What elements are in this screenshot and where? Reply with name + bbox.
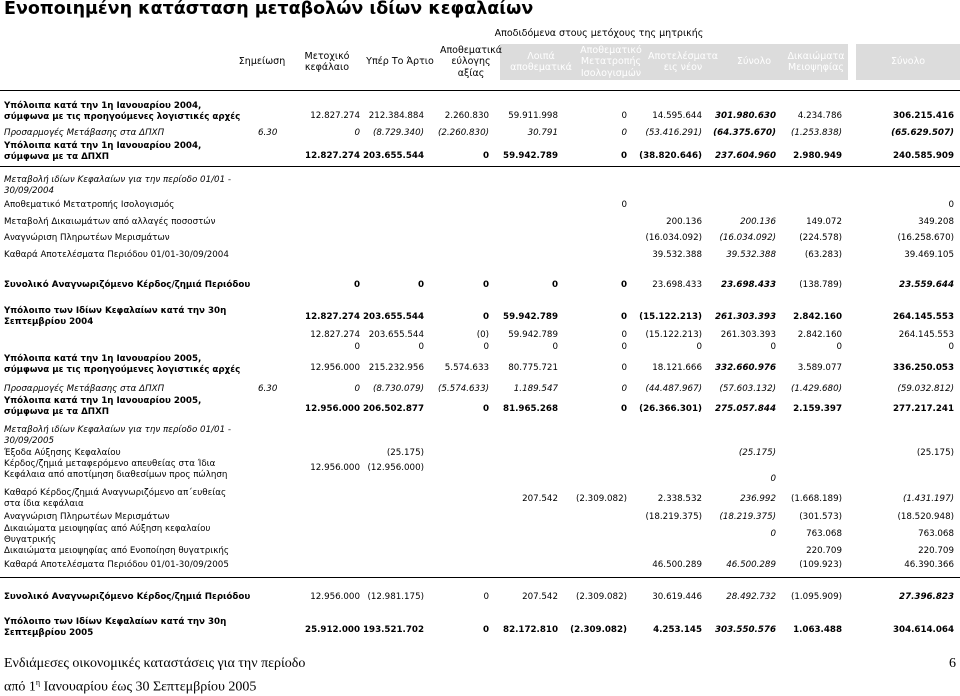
cell-grand-total: 39.469.105	[904, 250, 954, 260]
cell-other-reserves: 59.942.789	[508, 330, 558, 340]
cell-retained: (38.820.646)	[639, 151, 702, 161]
cell-total: 46.500.289	[726, 560, 776, 570]
cell-total: 332.660.976	[714, 363, 776, 373]
cell-grand-total: 336.250.053	[892, 363, 954, 373]
cell-translation: 0	[620, 151, 627, 161]
col-header-translation: Αποθεματικό Μετατροπής Ισολογισμών	[580, 44, 642, 79]
cell-fair-value: 5.574.633	[444, 363, 489, 373]
cell-grand-total: (18.520.948)	[897, 512, 954, 522]
row-label: Υπόλοιπο των Ιδίων Κεφαλαίων κατά την 30η Σεπτεμβρίου 2004	[4, 306, 227, 327]
cell-other-reserves: 59.911.998	[508, 111, 558, 121]
row-label: Δικαιώματα μειοψηφίας από Ενοποίηση θυγατρικής	[4, 546, 229, 556]
cell-share-premium: 0	[417, 280, 424, 290]
cell-grand-total: 277.217.241	[892, 404, 954, 414]
cell-grand-total: (1.431.197)	[903, 494, 954, 504]
cell-share-capital: 12.956.000	[310, 463, 360, 473]
cell-total: (57.603.132)	[719, 384, 776, 394]
row-label: Αναγνώριση Πληρωτέων Μερισμάτων	[4, 233, 170, 243]
separator	[0, 577, 960, 578]
cell-translation: (2.309.082)	[576, 592, 627, 602]
cell-retained: 2.338.532	[657, 494, 702, 504]
note-ref: 6.30	[258, 384, 278, 394]
cell-grand-total: (16.258.670)	[897, 233, 954, 243]
row-label: Έξοδα Αύξησης Κεφαλαίου	[4, 448, 121, 458]
cell-share-premium: 203.655.544	[362, 151, 424, 161]
cell-translation: 0	[621, 342, 627, 352]
cell-minority: 0	[836, 342, 842, 352]
cell-fair-value: 0	[482, 151, 489, 161]
col-header-grand-total: Σύνολο	[890, 56, 926, 68]
row-label: Προσαρμογές Μετάβασης στα ΔΠΧΠ	[4, 128, 165, 138]
cell-minority: 2.159.397	[793, 404, 842, 414]
cell-share-capital: 12.827.274	[310, 330, 360, 340]
cell-total: 275.057.844	[714, 404, 776, 414]
row-label: Αναγνώριση Πληρωτέων Μερισμάτων	[4, 512, 170, 522]
cell-retained: (44.487.967)	[645, 384, 702, 394]
cell-total: (64.375.670)	[713, 128, 776, 138]
row-label: Αποθεματικό Μετατροπής Ισολογισμός	[4, 200, 175, 210]
cell-grand-total: 23.559.644	[899, 280, 954, 290]
cell-share-capital: 0	[353, 280, 360, 290]
cell-translation: 0	[620, 312, 627, 322]
row-label: Υπόλοιπο των Ιδίων Κεφαλαίων κατά την 30η Σεπτεμβρίου 2005	[4, 617, 227, 638]
cell-total: 28.492.732	[726, 592, 776, 602]
cell-other-reserves: 59.942.789	[503, 312, 558, 322]
cell-share-capital: 12.827.274	[305, 151, 360, 161]
cell-share-capital: 12.956.000	[305, 404, 360, 414]
cell-total: 301.980.630	[714, 111, 776, 121]
cell-total: 237.604.960	[714, 151, 776, 161]
cell-grand-total: 349.208	[918, 217, 954, 227]
cell-total: 261.303.393	[714, 312, 776, 322]
cell-fair-value: 0	[483, 342, 489, 352]
cell-share-premium: 0	[418, 342, 424, 352]
cell-retained: (53.416.291)	[645, 128, 702, 138]
cell-grand-total: 304.614.064	[892, 625, 954, 635]
cell-fair-value: 0	[482, 404, 489, 414]
row-label: Καθαρό Κέρδος/ζημιά Αναγνωριζόμενο απ΄ευθείας στα ίδια κεφάλαια	[4, 488, 227, 509]
cell-total: 261.303.393	[720, 330, 776, 340]
cell-share-capital: 0	[354, 384, 360, 394]
cell-retained: (18.219.375)	[645, 512, 702, 522]
row-label: Δικαιώματα μειοψηφίας από Αύξηση κεφαλαίου Θυγατρικής	[4, 524, 211, 545]
note-ref: 6.30	[258, 128, 278, 138]
cell-total: 0	[770, 529, 776, 539]
separator	[0, 90, 960, 91]
cell-share-premium: (8.730.079)	[373, 384, 424, 394]
section-heading: Μεταβολή ιδίων Κεφαλαίων για την περίοδο 01/01 - 30/09/2005	[4, 425, 231, 446]
cell-grand-total: 763.068	[918, 529, 954, 539]
cell-total: (25.175)	[738, 448, 776, 458]
col-header-share-premium: Υπέρ Το Άρτιο	[366, 56, 434, 68]
cell-grand-total: 264.145.553	[892, 312, 954, 322]
cell-share-premium: 193.521.702	[362, 625, 424, 635]
col-header-retained: Αποτελέσματα εις νέον	[648, 50, 718, 73]
cell-grand-total: (65.629.507)	[891, 128, 954, 138]
cell-retained: 0	[696, 342, 702, 352]
footer-line-2	[4, 678, 256, 696]
cell-minority: (109.923)	[799, 560, 842, 570]
cell-translation: 0	[621, 200, 627, 210]
cell-minority: 2.842.160	[793, 312, 842, 322]
footer-suffix: Ιανουαρίου έως 30 Σεπτεμβρίου 2005	[40, 679, 257, 695]
row-label: Συνολικό Αναγνωριζόμενο Κέρδος/ζημιά Περιόδου	[4, 280, 251, 290]
cell-grand-total: 220.709	[918, 546, 954, 556]
cell-minority: 4.234.786	[797, 111, 842, 121]
col-header-note: Σημείωση	[238, 56, 286, 68]
cell-share-capital: 0	[354, 128, 360, 138]
cell-minority: (138.789)	[799, 280, 842, 290]
cell-minority: (301.573)	[799, 512, 842, 522]
col-header-minority: Δικαιώματα Μειοψηφίας	[787, 50, 845, 73]
cell-total: 0	[770, 474, 776, 484]
cell-share-premium: 203.655.544	[362, 312, 424, 322]
cell-grand-total: 0	[948, 200, 954, 210]
row-label: Συνολικό Αναγνωριζόμενο Κέρδος/ζημιά Περιόδου	[4, 592, 251, 602]
cell-share-premium: (12.981.175)	[367, 592, 424, 602]
cell-minority: 149.072	[806, 217, 842, 227]
cell-retained: (15.122.213)	[645, 330, 702, 340]
cell-minority: (1.253.838)	[791, 128, 842, 138]
cell-retained: 30.619.446	[652, 592, 702, 602]
row-label: Υπόλοιπα κατά την 1η Ιανουαρίου 2005, σύμφωνα με τα ΔΠΧΠ	[4, 396, 202, 417]
cell-total: 236.992	[740, 494, 776, 504]
cell-fair-value: (0)	[476, 330, 489, 340]
cell-retained: (15.122.213)	[639, 312, 702, 322]
col-header-fair-value: Αποθεματικά εύλογης αξίας	[439, 44, 503, 79]
col-header-total: Σύνολο	[736, 56, 772, 68]
cell-minority: 2.842.160	[797, 330, 842, 340]
cell-share-capital: 25.912.000	[305, 625, 360, 635]
cell-fair-value: (5.574.633)	[438, 384, 489, 394]
cell-share-capital: 12.956.000	[310, 592, 360, 602]
cell-minority: 763.068	[806, 529, 842, 539]
cell-translation: 0	[620, 404, 627, 414]
cell-grand-total: 46.390.366	[904, 560, 954, 570]
cell-fair-value: 0	[483, 592, 489, 602]
cell-minority: (1.429.680)	[791, 384, 842, 394]
footer-line-1: Ενδιάμεσες οικονομικές καταστάσεις για την περίοδο	[4, 656, 306, 671]
cell-share-premium: 203.655.544	[368, 330, 424, 340]
cell-retained: (26.366.301)	[639, 404, 702, 414]
cell-total: 23.698.433	[721, 280, 776, 290]
cell-share-premium: (25.175)	[386, 448, 424, 458]
cell-grand-total: 27.396.823	[899, 592, 954, 602]
cell-fair-value: 0	[482, 312, 489, 322]
cell-other-reserves: 82.172.810	[503, 625, 558, 635]
page-number: 6	[949, 656, 956, 671]
page-title: Ενοποιημένη κατάσταση μεταβολών ιδίων κεφαλαίων	[4, 0, 534, 19]
cell-retained: 14.595.644	[652, 111, 702, 121]
cell-minority: (63.283)	[804, 250, 842, 260]
separator	[0, 166, 960, 167]
cell-fair-value: 0	[482, 280, 489, 290]
cell-total: 39.532.388	[726, 250, 776, 260]
cell-total: 200.136	[740, 217, 776, 227]
cell-minority: 2.980.949	[793, 151, 842, 161]
cell-translation: 0	[621, 384, 627, 394]
cell-fair-value: 2.260.830	[444, 111, 489, 121]
cell-translation: (2.309.082)	[570, 625, 627, 635]
cell-grand-total: 0	[948, 342, 954, 352]
cell-retained: 23.698.433	[652, 280, 702, 290]
cell-grand-total: 240.585.909	[892, 151, 954, 161]
col-header-share-capital: Μετοχικό κεφάλαιο	[304, 50, 350, 73]
cell-translation: 0	[621, 330, 627, 340]
cell-retained: 18.121.666	[652, 363, 702, 373]
cell-total: (18.219.375)	[719, 512, 776, 522]
row-label: Υπόλοιπα κατά την 1η Ιανουαρίου 2004, σύμφωνα με τις προηγούμενες λογιστικές αρχές	[4, 101, 241, 122]
cell-retained: (16.034.092)	[645, 233, 702, 243]
cell-total: (16.034.092)	[719, 233, 776, 243]
cell-share-capital: 12.827.274	[305, 312, 360, 322]
cell-retained: 200.136	[666, 217, 702, 227]
cell-minority: 220.709	[806, 546, 842, 556]
cell-retained: 4.253.145	[653, 625, 702, 635]
cell-other-reserves: 80.775.721	[508, 363, 558, 373]
cell-other-reserves: 0	[552, 342, 558, 352]
cell-grand-total: (59.032.812)	[897, 384, 954, 394]
footer-sup: η	[35, 678, 41, 687]
cell-share-premium: (8.729.340)	[373, 128, 424, 138]
parent-shareholders-band: Αποδιδόμενα στους μετόχους της μητρικής	[494, 28, 704, 39]
cell-other-reserves: 1.189.547	[513, 384, 558, 394]
cell-other-reserves: 0	[551, 280, 558, 290]
cell-share-premium: 206.502.877	[362, 404, 424, 414]
cell-minority: (1.668.189)	[791, 494, 842, 504]
row-label: Μεταβολή Δικαιωμάτων από αλλαγές ποσοστών	[4, 217, 216, 227]
cell-share-premium: 215.232.956	[368, 363, 424, 373]
row-label: Καθαρά Αποτελέσματα Περιόδου 01/01-30/09/2005	[4, 560, 229, 570]
row-label: Υπόλοιπα κατά την 1η Ιανουαρίου 2005, σύμφωνα με τις προηγούμενες λογιστικές αρχές	[4, 354, 241, 375]
cell-share-premium: (12.956.000)	[367, 463, 424, 473]
cell-fair-value: (2.260.830)	[438, 128, 489, 138]
cell-translation: (2.309.082)	[576, 494, 627, 504]
row-label: Υπόλοιπα κατά την 1η Ιανουαρίου 2004, σύμφωνα με τα ΔΠΧΠ	[4, 141, 202, 162]
cell-retained: 39.532.388	[652, 250, 702, 260]
row-label: Καθαρά Αποτελέσματα Περιόδου 01/01-30/09/2004	[4, 250, 229, 260]
cell-retained: 46.500.289	[652, 560, 702, 570]
cell-share-premium: 212.384.884	[368, 111, 424, 121]
cell-grand-total: (25.175)	[916, 448, 954, 458]
cell-translation: 0	[621, 363, 627, 373]
cell-minority: (224.578)	[799, 233, 842, 243]
cell-grand-total: 264.145.553	[898, 330, 954, 340]
row-label: Κέρδος/ζημιά μεταφερόμενο απευθείας στα Ίδια Κεφάλαια από αποτίμηση διαθεσίμων προς πώληση	[4, 459, 228, 480]
cell-fair-value: 0	[482, 625, 489, 635]
col-header-other-reserves: Λοιπά αποθεματικά	[510, 50, 572, 73]
cell-minority: 3.589.077	[797, 363, 842, 373]
cell-total: 303.550.576	[714, 625, 776, 635]
cell-other-reserves: 207.542	[522, 494, 558, 504]
cell-share-capital: 0	[354, 342, 360, 352]
section-heading: Μεταβολή ιδίων Κεφαλαίων για την περίοδο 01/01 - 30/09/2004	[4, 175, 231, 196]
row-label: Προσαρμογές Μετάβασης στα ΔΠΧΠ	[4, 384, 165, 394]
cell-minority: 1.063.488	[793, 625, 842, 635]
cell-other-reserves: 30.791	[527, 128, 558, 138]
cell-share-capital: 12.827.274	[310, 111, 360, 121]
cell-total: 0	[770, 342, 776, 352]
cell-translation: 0	[621, 111, 627, 121]
cell-other-reserves: 81.965.268	[503, 404, 558, 414]
cell-share-capital: 12.956.000	[310, 363, 360, 373]
cell-translation: 0	[620, 280, 627, 290]
cell-other-reserves: 207.542	[522, 592, 558, 602]
cell-other-reserves: 59.942.789	[503, 151, 558, 161]
cell-minority: (1.095.909)	[791, 592, 842, 602]
cell-translation: 0	[621, 128, 627, 138]
footer-prefix: από 1	[4, 679, 36, 695]
cell-grand-total: 306.215.416	[892, 111, 954, 121]
